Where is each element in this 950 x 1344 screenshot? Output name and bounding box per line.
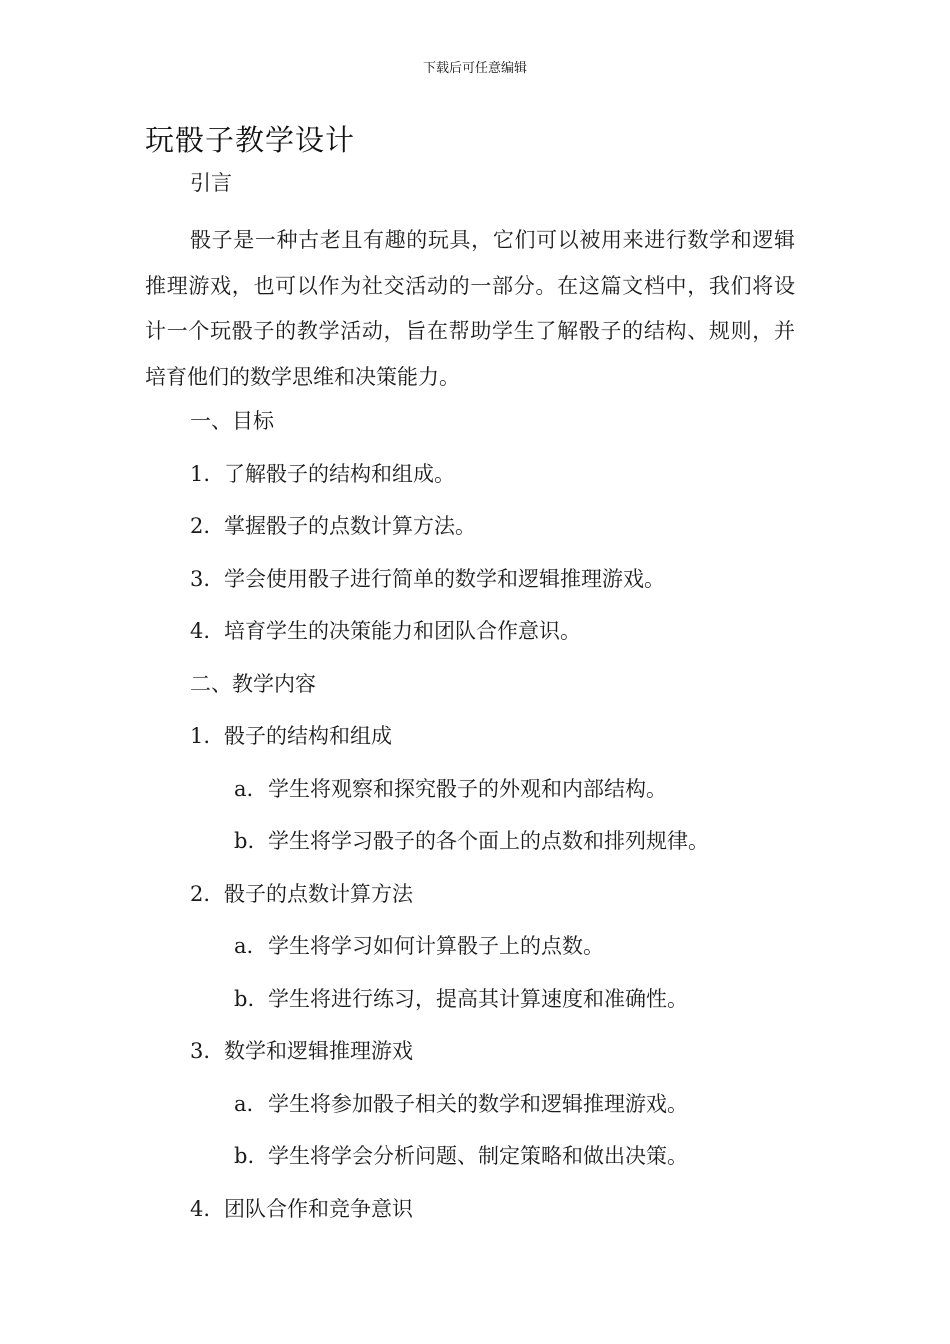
sub-item-letter: a.	[234, 934, 254, 958]
content-sub-item	[234, 1089, 688, 1119]
intro-heading: 引言	[190, 171, 232, 195]
goal-item	[190, 459, 455, 489]
sub-item-text: 学生将学习骰子的各个面上的点数和排列规律。	[268, 829, 709, 853]
section-number: 2.	[190, 882, 211, 906]
content-section-title	[190, 1036, 413, 1066]
sub-item-letter: a.	[234, 777, 254, 801]
content-heading: 二、教学内容	[190, 672, 316, 696]
section-number: 4.	[190, 1197, 211, 1221]
sub-item-text: 学生将观察和探究骰子的外观和内部结构。	[268, 777, 667, 801]
goal-item	[190, 616, 581, 646]
section-title-text: 骰子的结构和组成	[224, 724, 392, 748]
content-section-title	[190, 721, 392, 751]
sub-item-letter: b.	[234, 987, 255, 1011]
section-number: 3.	[190, 1039, 211, 1063]
goal-text: 培育学生的决策能力和团队合作意识。	[224, 619, 581, 643]
page-header: 下载后可任意编辑	[422, 61, 527, 76]
sub-item-text: 学生将学习如何计算骰子上的点数。	[268, 934, 604, 958]
goal-text: 学会使用骰子进行简单的数学和逻辑推理游戏。	[224, 567, 665, 591]
section-title-text: 骰子的点数计算方法	[224, 882, 413, 906]
sub-item-text: 学生将参加骰子相关的数学和逻辑推理游戏。	[268, 1092, 688, 1116]
content-section-title	[190, 879, 413, 909]
goal-text: 掌握骰子的点数计算方法。	[224, 514, 476, 538]
sub-item-letter: b.	[234, 1144, 255, 1168]
section-title-text: 数学和逻辑推理游戏	[224, 1039, 413, 1063]
sub-item-letter: b.	[234, 829, 255, 853]
goal-number: 2.	[190, 514, 211, 538]
sub-item-letter: a.	[234, 1092, 254, 1116]
goal-text: 了解骰子的结构和组成。	[224, 462, 455, 486]
goal-number: 3.	[190, 567, 211, 591]
content-sub-item	[234, 984, 688, 1014]
document-title: 玩骰子教学设计	[145, 123, 356, 157]
sub-item-text: 学生将学会分析问题、制定策略和做出决策。	[268, 1144, 688, 1168]
goal-number: 4.	[190, 619, 211, 643]
goals-heading: 一、目标	[190, 409, 274, 433]
content-section-title	[190, 1194, 413, 1224]
sub-item-text: 学生将进行练习，提高其计算速度和准确性。	[268, 987, 688, 1011]
section-number: 1.	[190, 724, 211, 748]
content-sub-item	[234, 826, 709, 856]
content-sub-item	[234, 774, 667, 804]
intro-paragraph: 骰子是一种古老且有趣的玩具，它们可以被用来进行数学和逻辑推理游戏，也可以作为社交活动的一部分。在这篇文档中，我们将设计一个玩骰子的教学活动，旨在帮助学生了解骰子的结构、规则，并培育他们的数学思维和决策能力。	[145, 228, 795, 389]
goal-number: 1.	[190, 462, 211, 486]
goal-item	[190, 511, 476, 541]
content-sub-item	[234, 931, 604, 961]
section-title-text: 团队合作和竞争意识	[224, 1197, 413, 1221]
content-sub-item	[234, 1141, 688, 1171]
goal-item	[190, 564, 665, 594]
